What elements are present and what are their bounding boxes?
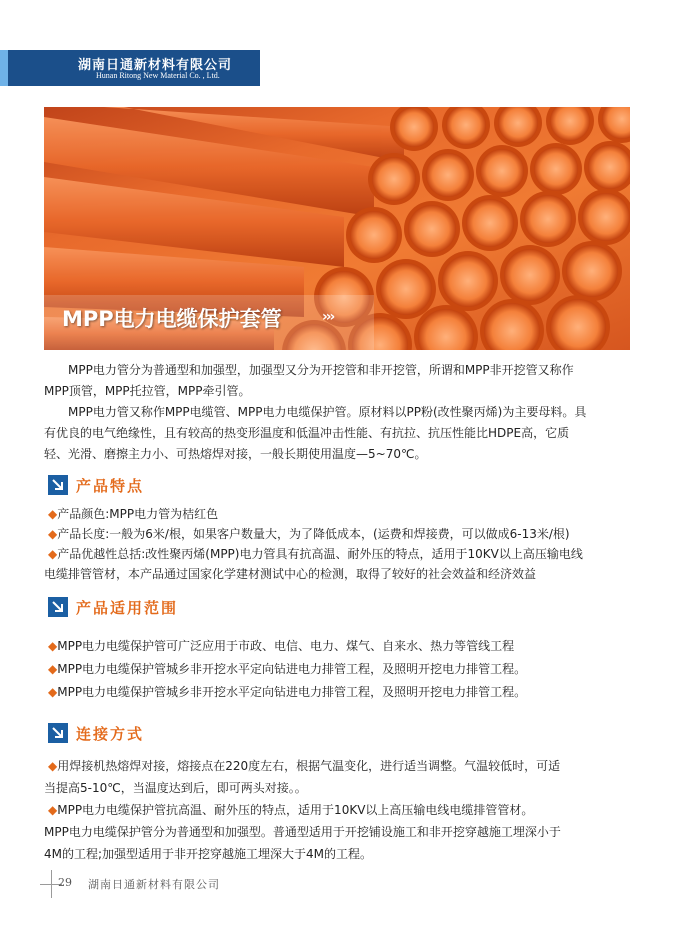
section-title-scope: 产品适用范围: [76, 599, 179, 617]
intro-p2-line3: 轻、光滑、磨擦主力小、可热熔焊对接，一般长期使用温度—5~70℃。: [44, 447, 427, 461]
arrow-down-right-icon: [48, 597, 68, 617]
feature-item-1-text: 产品颜色:MPP电力管为桔红色: [57, 507, 219, 521]
connection-item-1-line2: 当提高5-10℃，当温度达到后，即可两头对接。。: [44, 781, 307, 795]
intro-p2-line1: MPP电力管又称作MPP电缆管、MPP电力电缆保护管。原材料以PP粉(改性聚丙烯)为主要母料。具: [68, 405, 587, 419]
scope-item-2: [48, 660, 526, 677]
scope-item-3-text: MPP电力电缆保护管城乡非开挖水平定向钻进电力排管工程，及照明开挖电力排管工程。: [57, 685, 527, 699]
feature-item-3-text: 产品优越性总括:改性聚丙烯(MPP)电力管具有抗高温、耐外压的特点，适用于10KV以上高压输电线: [57, 547, 583, 561]
diamond-bullet-icon: ◆: [48, 527, 58, 541]
intro-p1-line2: MPP顶管，MPP托拉管，MPP牵引管。: [44, 384, 251, 398]
company-name-cn: 湖南日通新材料有限公司: [78, 58, 233, 73]
connection-para-line1: MPP电力电缆保护管分为普通型和加强型。普通型适用于开挖铺设施工和非开挖穿越施工埋深小于: [44, 825, 561, 839]
connection-item-2-text: MPP电力电缆保护管抗高温、耐外压的特点，适用于10KV以上高压输电线电缆排管管材。: [57, 803, 534, 817]
feature-item-2-text: 产品长度:一般为6米/根，如果客户数量大，为了降低成本，(运费和焊接费，可以做成6-13米/根): [57, 527, 570, 541]
connection-item-1: [48, 757, 560, 774]
hero-title: MPP电力电缆保护套管: [62, 307, 282, 331]
connection-para-line2: 4M的工程;加强型适用于非开挖穿越施工埋深大于4M的工程。: [44, 847, 373, 861]
diamond-bullet-icon: ◆: [48, 547, 58, 561]
diamond-bullet-icon: ◆: [48, 685, 58, 699]
hero-arrows-icon: ›››: [322, 309, 334, 325]
footer-company-name: 湖南日通新材料有限公司: [88, 878, 220, 891]
feature-item-1: [48, 505, 218, 522]
company-header-bar: [0, 50, 260, 86]
connection-item-2: [48, 801, 533, 818]
feature-item-3-line2: 电缆排管管材，本产品通过国家化学建材测试中心的检测，取得了较好的社会效益和经济效益: [44, 567, 537, 581]
diamond-bullet-icon: ◆: [48, 639, 58, 653]
intro-p1-line1: MPP电力管分为普通型和加强型，加强型又分为开挖管和非开挖管，所谓和MPP非开挖管又称作: [68, 363, 574, 377]
arrow-down-right-icon: [48, 723, 68, 743]
intro-p2-line2: 有优良的电气绝缘性，且有较高的热变形温度和低温冲击性能、有抗拉、抗压性能比HDPE高，它质: [44, 426, 570, 440]
diamond-bullet-icon: ◆: [48, 662, 58, 676]
scope-item-3: [48, 683, 526, 700]
page-number: 29: [58, 876, 72, 889]
company-name-en: Hunan Ritong New Material Co. , Ltd.: [96, 71, 220, 80]
header-accent-stripe: [0, 50, 8, 86]
scope-item-1-text: MPP电力电缆保护管可广泛应用于市政、电信、电力、煤气、自来水、热力等管线工程: [57, 639, 515, 653]
feature-item-3: [48, 545, 583, 562]
section-title-connection: 连接方式: [76, 725, 145, 743]
diamond-bullet-icon: ◆: [48, 507, 58, 521]
scope-item-2-text: MPP电力电缆保护管城乡非开挖水平定向钻进电力排管工程，及照明开挖电力排管工程。: [57, 662, 527, 676]
diamond-bullet-icon: ◆: [48, 759, 58, 773]
diamond-bullet-icon: ◆: [48, 803, 58, 817]
feature-item-2: [48, 525, 570, 542]
connection-item-1-text: 用焊接机热熔焊对接，熔接点在220度左右，根据气温变化，进行适当调整。气温较低时，可适: [57, 759, 561, 773]
section-title-features: 产品特点: [76, 477, 145, 495]
arrow-down-right-icon: [48, 475, 68, 495]
scope-item-1: [48, 637, 514, 654]
